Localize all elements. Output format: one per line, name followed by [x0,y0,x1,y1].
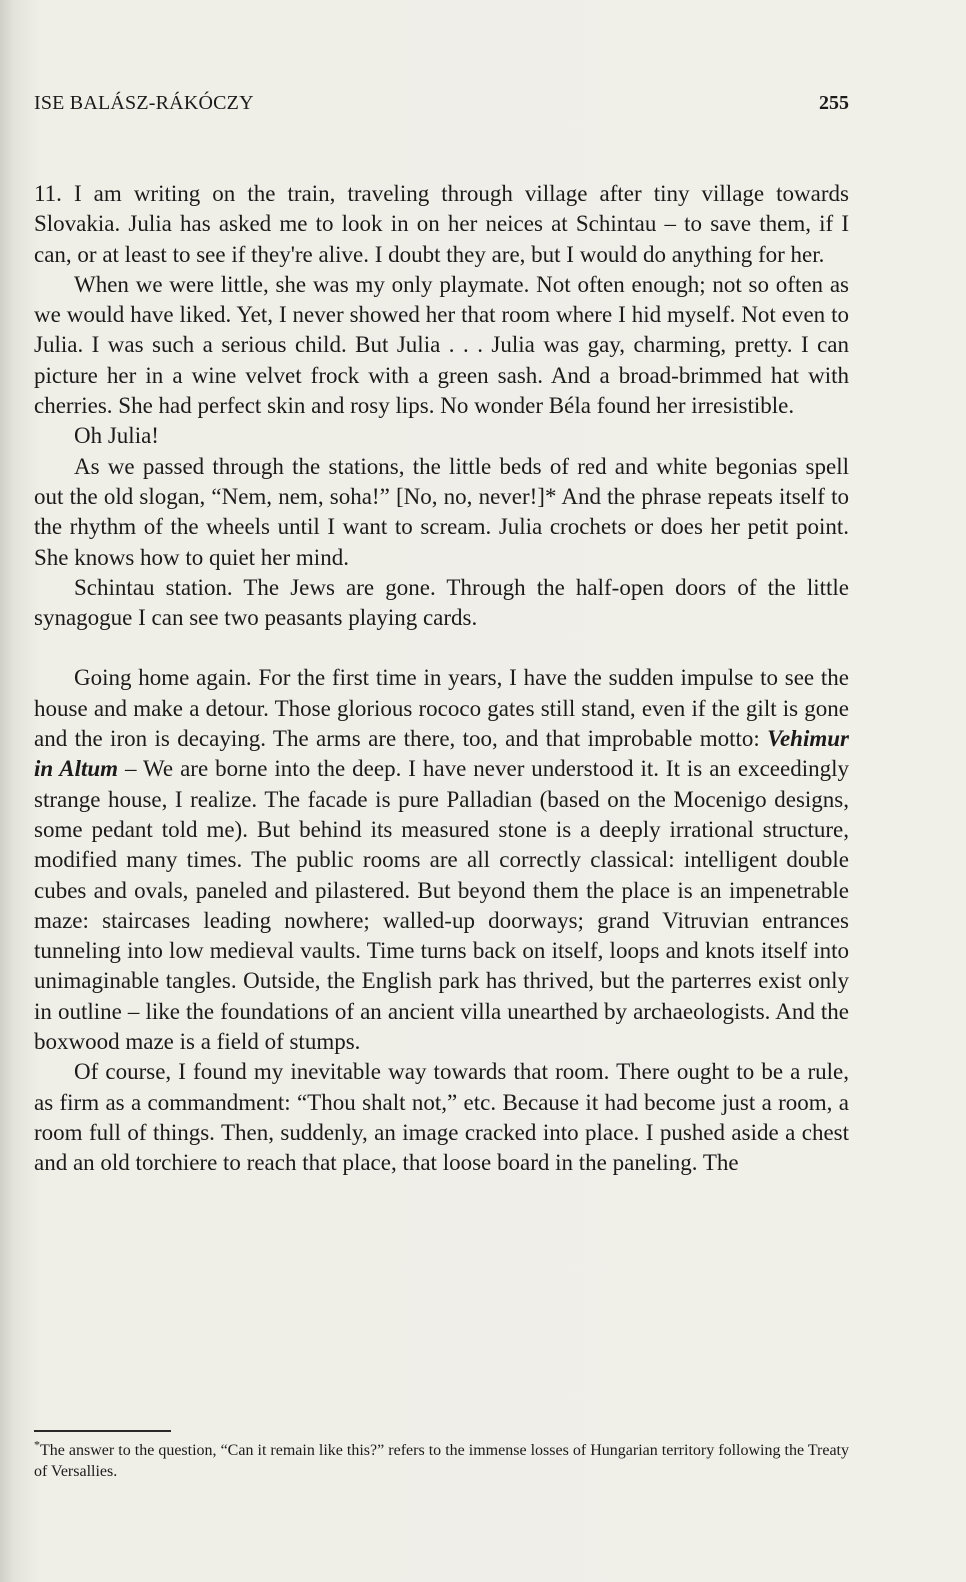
running-head-author: ISE BALÁSZ-RÁKÓCZY [34,92,254,114]
page-number: 255 [819,92,849,114]
footnote-mark: * [34,1437,40,1452]
paragraph: Of course, I found my inevitable way towards that room. There ought to be a rule, as firm as a commandment: “Thou shalt not,” etc. Because it had become just a room, a room full of things. Then, suddenly, an image cracked into place. I pushed aside a chest and an old torchiere to reach that place, that loose board in the paneling. The [34,1059,849,1176]
body-text [34,179,849,1179]
paragraph: Oh Julia! [74,423,159,449]
footnote-divider [34,1430,171,1432]
running-head [34,92,849,120]
paragraph: As we passed through the stations, the little beds of red and white begonias spell out the old slogan, “Nem, nem, soha!” [No, no, never!]* And the phrase repeats itself to the rhythm of the wheels until I want to scream. Julia crochets or does her petit point. She knows how to quiet her mind. [34,453,849,570]
paragraph: Schintau station. The Jews are gone. Through the half-open doors of the little synagogue I can see two peasants playing cards. [34,574,849,631]
motto-text: Vehimur in Altum [34,726,849,782]
footnote [34,1437,849,1482]
paragraph: When we were little, she was my only playmate. Not often enough; not so often as we would have liked. Yet, I never showed her that room where I hid myself. Not even to Julia. I was such a serious child. But Julia . . . Julia was gay, charming, pretty. I can picture her in a wine velvet frock with a green sash. And a broad-brimmed hat with cherries. She had perfect skin and rosy lips. No wonder Béla found her irresistible. [34,271,849,419]
paragraph: 11. I am writing on the train, traveling through village after tiny village towards Slovakia. Julia has asked me to look in on her neices at Schintau – to save them, if I can, or at least to see if they're alive. I doubt they are, but I would do anything for her. [34,181,849,267]
footnote-text: The answer to the question, “Can it remain like this?” refers to the immense losses of Hungarian territory following the Treaty of Versallies. [34,1442,849,1480]
paragraph-text: – We are borne into the deep. I have never understood it. It is an exceedingly strange house, I realize. The facade is pure Palladian (based on the Mocenigo designs, some pedant told me). But behind its measured stone is a deeply irrational structure, modified many times. The public rooms are all correctly classical: intelligent double cubes and ovals, paneled and pilastered. But beyond them the place is an impenetrable maze: staircases leading nowhere; walled-up doorways; grand Vitruvian entrances tunneling into low medieval vaults. Time turns back on itself, loops and knots itself into unimaginable tangles. Outside, the English park has thrived, but the parterres exist only in outline – like the foundations of an ancient villa unearthed by archaeologists. And the boxwood maze is a field of stumps. [34,756,849,1055]
paragraph [34,663,849,1057]
paragraph-text: Going home again. For the first time in years, I have the sudden impulse to see the house and make a detour. Those glorious rococo gates still stand, even if the gilt is gone and the iron is decaying. The arms are there, too, and that improbable motto: [34,665,849,752]
